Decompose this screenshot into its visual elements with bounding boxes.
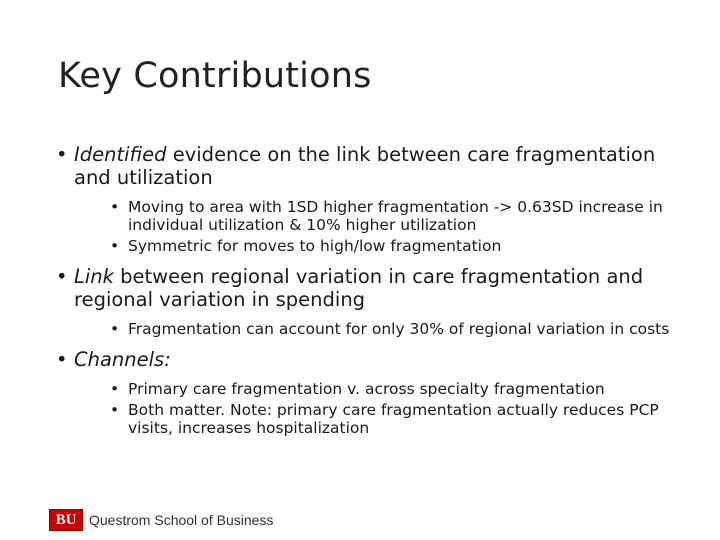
bullet-item (56, 265, 696, 311)
bullet-group (56, 348, 696, 437)
bullet-group (56, 265, 696, 338)
bullet-group (56, 143, 696, 255)
footer-branding (49, 509, 273, 531)
bullet-item (56, 143, 696, 189)
sub-bullet-item (110, 380, 696, 398)
bullet-text: evidence on the link between care fragmentation and utilization (74, 143, 656, 189)
bu-logo: BU (49, 509, 83, 531)
sub-bullet-item (110, 401, 696, 437)
bullet-item (56, 348, 696, 371)
sub-bullet-text: Primary care fragmentation v. across specialty fragmentation (128, 380, 605, 398)
sub-bullet-item (110, 237, 696, 255)
bullet-icon: • (110, 401, 120, 419)
bullet-icon: • (56, 348, 68, 371)
bullet-lead: Link (74, 265, 114, 288)
bullet-lead: Channels: (74, 348, 171, 371)
slide-title: Key Contributions (58, 56, 372, 96)
school-name: Questrom School of Business (89, 512, 274, 528)
bullet-icon: • (110, 380, 120, 398)
bullet-list (56, 143, 696, 447)
bullet-lead: Identified (74, 143, 167, 166)
sub-bullet-item (110, 198, 696, 234)
sub-bullet-text: Symmetric for moves to high/low fragmentation (128, 237, 502, 255)
bullet-text: between regional variation in care fragmentation and regional variation in spending (74, 265, 644, 311)
sub-bullet-text: Moving to area with 1SD higher fragmentation -> 0.63SD increase in individual utilization & 10% higher utilization (128, 198, 663, 234)
bullet-icon: • (110, 198, 120, 216)
bullet-icon: • (56, 265, 68, 288)
bullet-icon: • (110, 237, 120, 255)
bullet-icon: • (56, 143, 68, 166)
sub-bullet-text: Fragmentation can account for only 30% of regional variation in costs (128, 320, 670, 338)
sub-bullet-item (110, 320, 696, 338)
sub-bullet-text: Both matter. Note: primary care fragmentation actually reduces PCP visits, increases hospitalization (128, 401, 659, 437)
bullet-icon: • (110, 320, 120, 338)
